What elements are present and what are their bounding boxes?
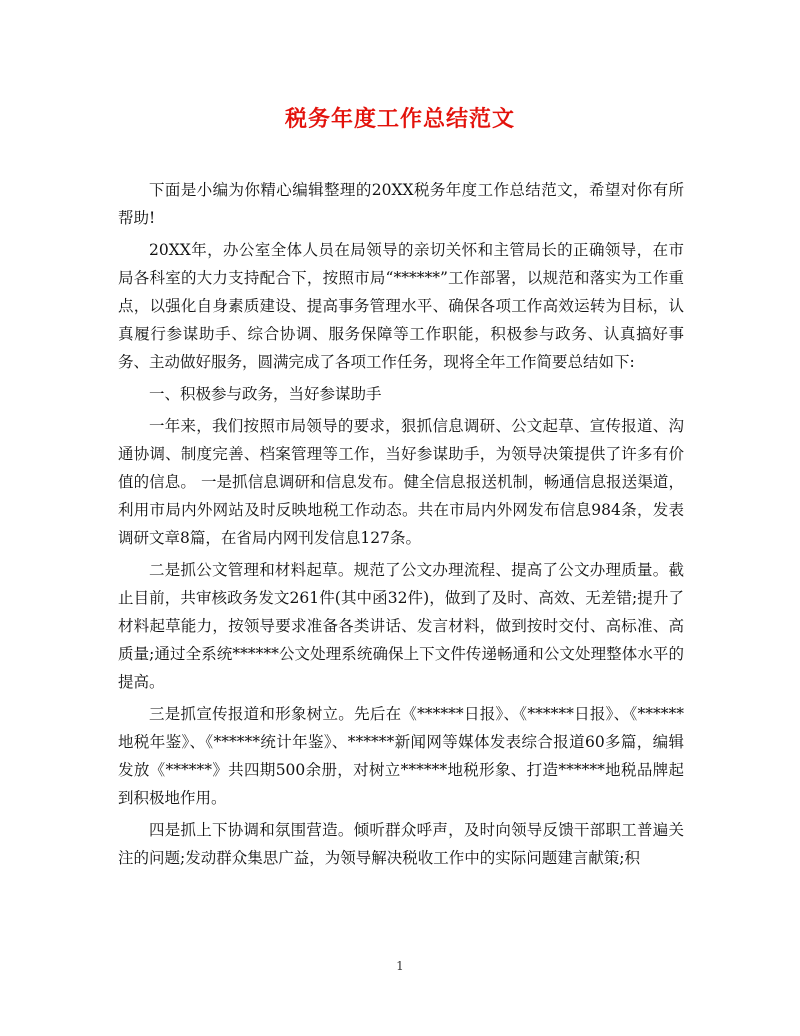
paragraph-document-management: 二是抓公文管理和材料起草。规范了公文办理流程、提高了公文办理质量。截止目前，共审核政务发文261件(其中函32件)，做到了及时、高效、无差错;提升了材料起草能力，按领导要求准备各类讲话、发言材料，做到按时交付、高标准、高质量;通过全系统******公文处理系统确保上下文件传递畅通和公文处理整体水平的提高。 xyxy=(118,561,684,691)
paragraph-coordination: 四是抓上下协调和氛围营造。倾听群众呼声，及时向领导反馈干部职工普遍关注的问题;发动群众集思广益，为领导解决税收工作中的实际问题建言献策;积 xyxy=(118,821,684,867)
paragraph-info-research: 一年来，我们按照市局领导的要求，狠抓信息调研、公文起草、宣传报道、沟通协调、制度完善、档案管理等工作，当好参谋助手，为领导决策提供了许多有价值的信息。 一是抓信息调研和信息发布。健全信息报送机制，畅通信息报送渠道，利用市局内外网站及时反映地税工作动态。共在市局内外网发布信息984条，发表调研文章8篇，在省局内网刊发信息127条。 xyxy=(118,417,684,547)
page-number: 1 xyxy=(396,959,404,973)
section-heading-1: 一、积极参与政务，当好参谋助手 xyxy=(149,385,382,403)
paragraph-overview: 20XX年，办公室全体人员在局领导的亲切关怀和主管局长的正确领导，在市局各科室的大力支持配合下，按照市局“******”工作部署，以规范和落实为工作重点，以强化自身素质建设、提高事务管理水平、确保各项工作高效运转为目标，认真履行参谋助手、综合协调、服务保障等工作职能，积极参与政务、认真搞好事务、主动做好服务，圆满完成了各项工作任务，现将全年工作简要总结如下: xyxy=(118,241,684,371)
document-body xyxy=(118,176,684,876)
paragraph-intro: 下面是小编为你精心编辑整理的20XX税务年度工作总结范文，希望对你有所帮助! xyxy=(118,181,684,227)
paragraph-publicity: 三是抓宣传报道和形象树立。先后在《******日报》、《******日报》、《******地税年鉴》、《******统计年鉴》、******新闻网等媒体发表综合报道60多篇，编辑发放《******》共四期500余册，对树立******地税形象、打造******地税品牌起到积极地作用。 xyxy=(118,705,684,807)
document-title: 税务年度工作总结范文 xyxy=(284,106,515,132)
